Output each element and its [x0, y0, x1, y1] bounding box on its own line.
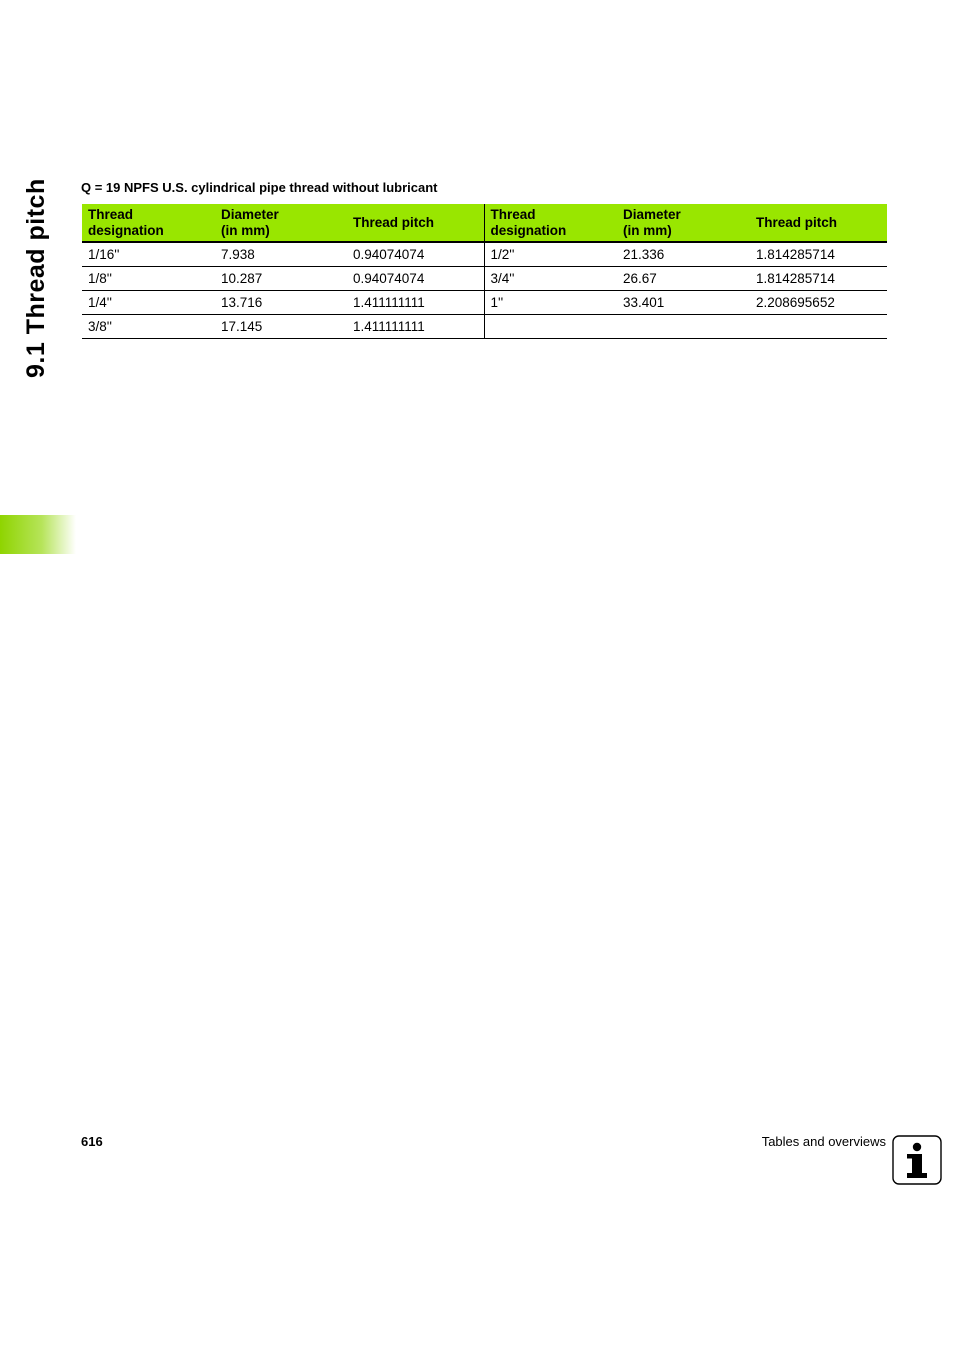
table-cell: 1.411111111 — [347, 291, 484, 315]
table-cell: 0.94074074 — [347, 267, 484, 291]
table-cell — [750, 315, 887, 339]
header-thread-designation: Thread designation — [82, 204, 215, 242]
table-cell: 17.145 — [215, 315, 347, 339]
footer-section-name: Tables and overviews — [761, 1134, 886, 1149]
header-thread-pitch: Thread pitch — [347, 204, 484, 242]
table-cell: 3/8'' — [82, 315, 215, 339]
table-caption: Q = 19 NPFS U.S. cylindrical pipe thread without lubricant — [81, 180, 438, 195]
header-diameter: Diameter (in mm) — [617, 204, 750, 242]
table-cell: 33.401 — [617, 291, 750, 315]
chapter-tab-marker — [0, 515, 76, 554]
table-cell: 10.287 — [215, 267, 347, 291]
table-cell: 2.208695652 — [750, 291, 887, 315]
table-cell: 1'' — [484, 291, 617, 315]
table-cell: 1/4'' — [82, 291, 215, 315]
header-thread-pitch: Thread pitch — [750, 204, 887, 242]
table-cell: 1/2'' — [484, 242, 617, 267]
table-row — [82, 315, 887, 339]
table-cell: 26.67 — [617, 267, 750, 291]
header-diameter: Diameter (in mm) — [215, 204, 347, 242]
table-cell: 7.938 — [215, 242, 347, 267]
table-cell: 0.94074074 — [347, 242, 484, 267]
page-number: 616 — [81, 1134, 103, 1149]
table-header-row — [82, 204, 887, 242]
table-row — [82, 267, 887, 291]
info-icon — [892, 1135, 942, 1185]
table-cell — [484, 315, 617, 339]
table-row — [82, 242, 887, 267]
table-cell: 1/16'' — [82, 242, 215, 267]
table-cell: 1.814285714 — [750, 267, 887, 291]
table-cell: 21.336 — [617, 242, 750, 267]
thread-pitch-table — [82, 204, 887, 339]
table-cell: 3/4'' — [484, 267, 617, 291]
header-thread-designation: Thread designation — [484, 204, 617, 242]
table-cell — [617, 315, 750, 339]
table-row — [82, 291, 887, 315]
table-cell: 1.411111111 — [347, 315, 484, 339]
table-cell: 1.814285714 — [750, 242, 887, 267]
section-title-vertical: 9.1 Thread pitch — [22, 178, 50, 378]
table-cell: 13.716 — [215, 291, 347, 315]
table-cell: 1/8'' — [82, 267, 215, 291]
